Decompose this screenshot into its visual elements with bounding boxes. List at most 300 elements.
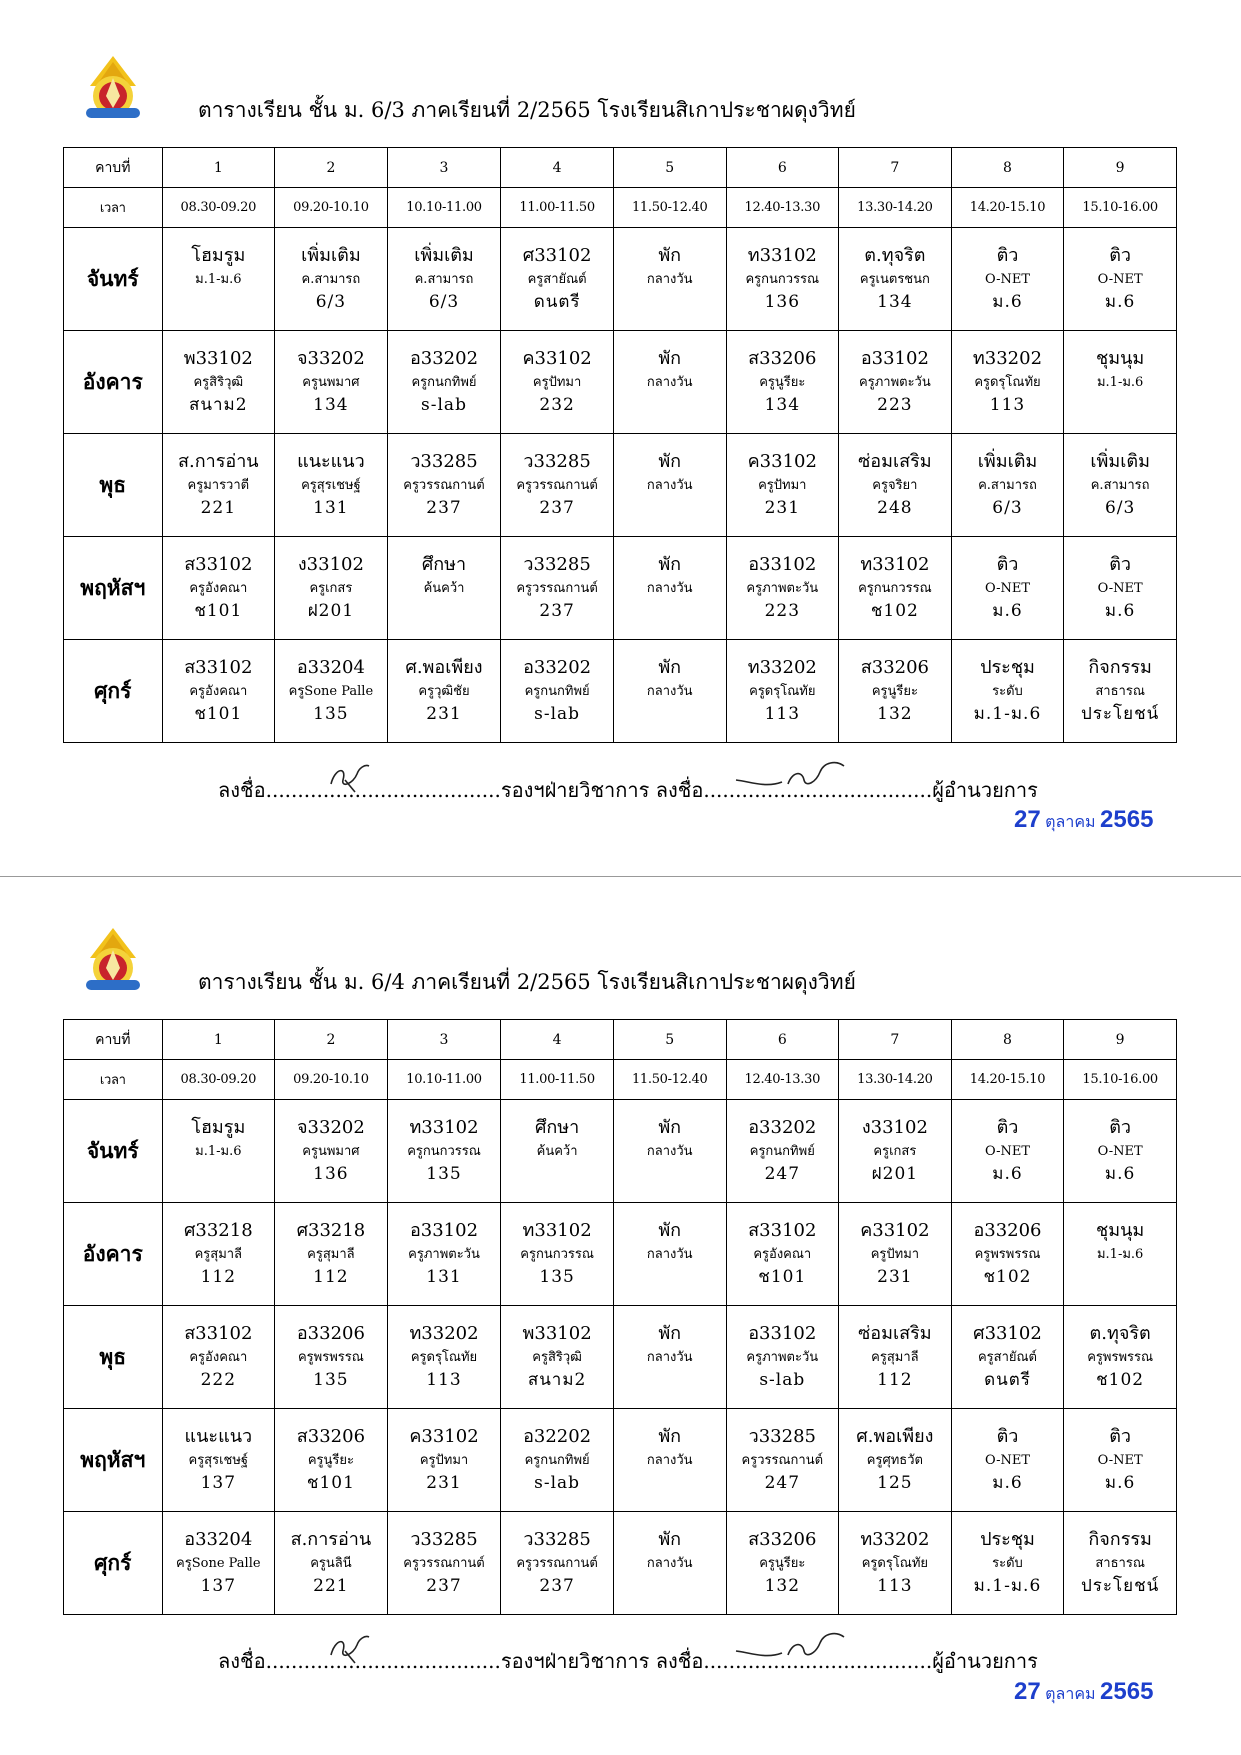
subject-code: พัก (658, 1323, 682, 1345)
class-cell (275, 537, 388, 640)
time-slot: 08.30-09.20 (162, 188, 275, 228)
class-cell (1064, 1100, 1177, 1203)
period-number: 9 (1064, 1020, 1177, 1060)
room-label: 131 (426, 1266, 462, 1287)
class-cell-content (388, 434, 501, 536)
teacher-name: ครูพรพรรณ (974, 1247, 1041, 1263)
period-number: 6 (726, 1020, 839, 1060)
subject-code: อ32202 (523, 1426, 592, 1448)
subject-code: พ33102 (183, 348, 253, 370)
teacher-name: ครูนพมาศ (302, 1144, 360, 1160)
room-label: 131 (313, 497, 349, 518)
class-cell (951, 434, 1064, 537)
class-cell-content (275, 640, 387, 742)
teacher-name: ครูสิริวุฒิ (193, 375, 244, 391)
class-cell (1064, 1409, 1177, 1512)
room-label: 223 (764, 600, 801, 621)
room-label (554, 1163, 560, 1186)
class-cell-content (727, 640, 839, 742)
class-cell (162, 1409, 275, 1512)
class-cell (1064, 331, 1177, 434)
subject-code: ติว (1109, 1117, 1132, 1139)
class-cell-content (839, 1409, 951, 1511)
subject-code: ส.การอ่าน (290, 1529, 372, 1551)
subject-code: พัก (658, 1426, 682, 1448)
period-number: 8 (951, 1020, 1064, 1060)
room-label: ม.6 (1104, 1472, 1136, 1493)
teacher-name: ค้นคว้า (423, 581, 465, 597)
signature-mark (732, 1623, 852, 1667)
class-cell (726, 228, 839, 331)
teacher-name: กลางวัน (646, 1556, 693, 1572)
teacher-name: ครูดรุโณทัย (410, 1350, 478, 1366)
subject-code: ท33202 (972, 348, 1043, 370)
day-row (64, 1512, 1177, 1615)
class-cell-content (727, 1512, 839, 1614)
day-row (64, 1100, 1177, 1203)
subject-code: ว33285 (523, 1529, 591, 1551)
day-name: พุธ (64, 1306, 163, 1409)
date-month: ตุลาคม (1045, 814, 1096, 831)
period-number: 3 (387, 1020, 501, 1060)
subject-code: ชุมนุม (1096, 1220, 1145, 1242)
room-label (667, 1266, 673, 1289)
teacher-name: ครูสุมาลี (307, 1247, 355, 1263)
room-label: ม.6 (992, 291, 1023, 312)
class-cell-content (1064, 331, 1176, 433)
subject-code: ต.ทุจริต (1089, 1323, 1151, 1345)
teacher-name: ครูเกสร (309, 581, 353, 597)
day-name: จันทร์ (64, 1100, 163, 1203)
teacher-name: ครูอังคณา (189, 1350, 248, 1366)
class-cell-content (388, 1203, 501, 1305)
room-label: 136 (764, 291, 801, 312)
class-cell-content (388, 331, 501, 433)
time-row (64, 188, 1177, 228)
subject-code: อ33102 (409, 1220, 479, 1242)
class-cell (275, 434, 388, 537)
room-label: ช102 (1096, 1369, 1145, 1390)
room-label (215, 291, 221, 314)
teacher-name: ครูนูรียะ (759, 375, 806, 391)
class-cell (613, 1409, 726, 1512)
room-label: 125 (877, 1472, 913, 1493)
class-cell (951, 331, 1064, 434)
schedule-table (63, 1019, 1177, 1615)
room-label: ช102 (870, 600, 919, 621)
class-cell-content (614, 1409, 726, 1511)
day-row (64, 1409, 1177, 1512)
teacher-name: ครูศุทธวัต (866, 1453, 923, 1469)
class-cell-content (952, 1409, 1064, 1511)
day-name: อังคาร (64, 1203, 163, 1306)
date-month: ตุลาคม (1045, 1686, 1096, 1703)
room-label: s-lab (534, 703, 581, 724)
subject-code: ง33102 (861, 1117, 928, 1139)
teacher-name: O-NET (984, 581, 1031, 597)
teacher-name: ครูกนกวรรณ (520, 1247, 594, 1263)
room-label: ฝ201 (307, 600, 355, 621)
class-cell-content (1064, 1409, 1176, 1511)
class-cell-content (163, 1409, 275, 1511)
time-slot: 10.10-11.00 (387, 1060, 501, 1100)
teacher-name: ครูวรรณกานต์ (403, 1556, 485, 1572)
time-slot: 15.10-16.00 (1064, 188, 1177, 228)
page-divider (0, 876, 1241, 877)
subject-code: ว33285 (410, 1529, 478, 1551)
class-cell (501, 434, 614, 537)
subject-code: ส33102 (748, 1220, 817, 1242)
school-emblem-icon (78, 52, 148, 122)
room-label: ดนตรี (984, 1369, 1031, 1390)
subject-code: ส33206 (296, 1426, 366, 1448)
class-cell-content (952, 1306, 1064, 1408)
class-cell (501, 228, 614, 331)
class-cell (501, 537, 614, 640)
class-cell (387, 1512, 501, 1615)
room-label (667, 703, 673, 726)
class-cell-content (952, 331, 1064, 433)
class-cell-content (727, 1100, 839, 1202)
teacher-name: ครูกนกทิพย์ (524, 1453, 590, 1469)
room-label: 135 (426, 1163, 462, 1184)
subject-code: ค33102 (522, 348, 592, 370)
class-cell-content (163, 640, 275, 742)
subject-code: พัก (658, 1117, 682, 1139)
class-cell (726, 1409, 839, 1512)
class-cell (726, 434, 839, 537)
class-cell (726, 1100, 839, 1203)
subject-code: อ33202 (409, 348, 479, 370)
class-cell (613, 228, 726, 331)
room-label (1117, 394, 1123, 417)
class-cell-content (501, 434, 613, 536)
class-cell (726, 1306, 839, 1409)
day-row (64, 228, 1177, 331)
room-label: 247 (764, 1472, 801, 1493)
teacher-name: O-NET (984, 1144, 1031, 1160)
teacher-name: ครูสุรเชษฐ์ (301, 478, 361, 494)
class-cell (162, 1203, 275, 1306)
class-cell (501, 1512, 614, 1615)
class-cell-content (388, 228, 501, 330)
class-cell (275, 331, 388, 434)
room-label: 134 (877, 291, 913, 312)
class-cell (387, 1100, 501, 1203)
class-cell (162, 434, 275, 537)
room-label: 231 (877, 1266, 913, 1287)
class-cell-content (952, 640, 1064, 742)
subject-code: ท33102 (747, 245, 817, 267)
class-cell (839, 1306, 952, 1409)
teacher-name: ครูสิริวุฒิ (532, 1350, 582, 1366)
teacher-name: ครูจริยา (872, 478, 918, 494)
room-label: ช101 (758, 1266, 807, 1287)
subject-code: ประชุม (980, 657, 1035, 679)
teacher-name: สาธารณ (1095, 684, 1145, 700)
class-cell (951, 1203, 1064, 1306)
class-cell-content (727, 228, 839, 330)
room-label: ม.1-ม.6 (973, 1575, 1042, 1596)
class-cell (387, 1306, 501, 1409)
class-cell-content (163, 1512, 275, 1614)
subject-code: ติว (996, 1117, 1019, 1139)
room-label: 112 (313, 1266, 349, 1287)
room-label: 247 (764, 1163, 801, 1184)
subject-code: ท33102 (522, 1220, 592, 1242)
subject-code: ติว (1109, 245, 1132, 267)
class-cell (613, 1203, 726, 1306)
room-label: 237 (539, 600, 575, 621)
class-cell-content (839, 228, 951, 330)
room-label (1117, 1266, 1123, 1289)
room-label (667, 1575, 673, 1598)
room-label: 112 (200, 1266, 237, 1287)
class-cell (275, 1409, 388, 1512)
class-cell-content (614, 228, 726, 330)
class-cell-content (839, 1512, 951, 1614)
teacher-name: ครูนูรียะ (871, 684, 918, 700)
room-label: ช101 (194, 703, 243, 724)
day-row (64, 537, 1177, 640)
teacher-name: ครูภาพตะวัน (746, 581, 819, 597)
class-cell (726, 640, 839, 743)
class-cell-content (275, 1203, 387, 1305)
room-label (667, 497, 673, 520)
teacher-name: ครูปัทมา (758, 478, 807, 494)
subject-code: ส33102 (184, 554, 253, 576)
room-label (441, 600, 447, 623)
class-cell-content (275, 1512, 387, 1614)
subject-code: ท33102 (409, 1117, 479, 1139)
room-label: 135 (313, 703, 349, 724)
teacher-name: ครูสุมาลี (194, 1247, 243, 1263)
teacher-name: กลางวัน (646, 1144, 693, 1160)
room-label: 231 (764, 497, 801, 518)
teacher-name: ครูพรพรรณ (297, 1350, 364, 1366)
teacher-name: ค.สามารถ (414, 272, 474, 288)
subject-code: อ33102 (860, 348, 929, 370)
room-label: 136 (313, 1163, 349, 1184)
class-cell-content (501, 1100, 613, 1202)
class-cell-content (614, 1306, 726, 1408)
period-number: 1 (162, 1020, 275, 1060)
subject-code: แนะแนว (184, 1426, 253, 1448)
teacher-name: ค้นคว้า (536, 1144, 578, 1160)
teacher-name: ครูปัทมา (532, 375, 582, 391)
period-number: 1 (162, 148, 275, 188)
subject-code: โฮมรูม (191, 245, 246, 267)
class-cell (387, 640, 501, 743)
room-label: 113 (989, 394, 1026, 415)
class-cell (613, 640, 726, 743)
class-cell-content (1064, 1306, 1176, 1408)
room-label: 223 (877, 394, 913, 415)
class-cell (387, 228, 501, 331)
class-cell (951, 537, 1064, 640)
class-cell-content (1064, 228, 1176, 330)
room-label: 237 (426, 497, 462, 518)
class-cell (726, 1203, 839, 1306)
subject-code: ส33206 (860, 657, 930, 679)
teacher-name: O-NET (1097, 581, 1143, 597)
teacher-name: ครูเนตรชนก (859, 272, 930, 288)
day-name: พุธ (64, 434, 163, 537)
teacher-name: ค.สามารถ (301, 272, 361, 288)
time-slot: 08.30-09.20 (162, 1060, 275, 1100)
class-cell-content (727, 331, 839, 433)
teacher-name: O-NET (984, 272, 1031, 288)
room-label (667, 600, 673, 623)
class-cell-content (275, 1409, 387, 1511)
room-label: 132 (764, 1575, 801, 1596)
teacher-name: ครูปัทมา (870, 1247, 920, 1263)
class-cell-content (501, 1306, 613, 1408)
subject-code: ติว (996, 245, 1019, 267)
class-cell (501, 331, 614, 434)
teacher-name: กลางวัน (646, 375, 693, 391)
subject-code: ท33202 (747, 657, 817, 679)
subject-code: เพิ่มเติม (414, 245, 474, 267)
subject-code: ส33206 (748, 348, 817, 370)
class-cell (839, 537, 952, 640)
signature-line: ลงชื่อ.....................................รองฯฝ่ายวิชาการ ลงชื่อ....................................ผู้อำนวยการ (218, 778, 1038, 802)
class-cell-content (163, 1100, 275, 1202)
class-cell-content (952, 1100, 1064, 1202)
class-cell (613, 1100, 726, 1203)
teacher-name: ครูพรพรรณ (1087, 1350, 1154, 1366)
room-label: 6/3 (1104, 497, 1136, 518)
class-cell-content (614, 331, 726, 433)
subject-code: กิจกรรม (1088, 1529, 1152, 1551)
time-slot: 13.30-14.20 (839, 1060, 952, 1100)
class-cell (839, 228, 952, 331)
subject-code: ว33285 (410, 451, 478, 473)
schedule-title: ตารางเรียน ชั้น ม. 6/4 ภาคเรียนที่ 2/2565 โรงเรียนสิเกาประชาผดุงวิทย์ (198, 970, 856, 994)
class-cell-content (839, 640, 951, 742)
subject-code: พัก (658, 1220, 682, 1242)
room-label: 237 (539, 497, 575, 518)
teacher-name: O-NET (1097, 1453, 1143, 1469)
subject-code: ง33102 (297, 554, 364, 576)
time-slot: 11.00-11.50 (501, 1060, 614, 1100)
room-label: s-lab (421, 394, 467, 415)
period-number: 6 (726, 148, 839, 188)
room-label: 112 (877, 1369, 913, 1390)
signature-mark (732, 752, 852, 796)
subject-code: เพิ่มเติม (301, 245, 361, 267)
time-slot: 14.20-15.10 (951, 188, 1064, 228)
class-cell (1064, 1306, 1177, 1409)
period-number: 2 (275, 148, 388, 188)
room-label: ช101 (306, 1472, 355, 1493)
period-number: 4 (501, 148, 614, 188)
teacher-name: ครูนูรียะ (759, 1556, 806, 1572)
subject-code: พัก (658, 451, 682, 473)
day-name: อังคาร (64, 331, 163, 434)
class-cell-content (952, 434, 1064, 536)
class-cell (839, 1409, 952, 1512)
time-slot: 12.40-13.30 (726, 1060, 839, 1100)
class-cell-content (614, 1100, 726, 1202)
room-label: 132 (877, 703, 913, 724)
class-cell (1064, 640, 1177, 743)
subject-code: ส.การอ่าน (178, 451, 259, 473)
class-cell (275, 1203, 388, 1306)
class-cell-content (501, 640, 613, 742)
teacher-name: ม.1-ม.6 (195, 1144, 242, 1160)
class-cell-content (501, 228, 613, 330)
class-cell-content (275, 434, 387, 536)
class-cell-content (614, 537, 726, 639)
teacher-name: กลางวัน (646, 272, 693, 288)
subject-code: ค33102 (747, 451, 817, 473)
room-label: 113 (877, 1575, 913, 1596)
class-cell (839, 1512, 952, 1615)
class-cell (613, 537, 726, 640)
class-cell-content (388, 537, 501, 639)
room-label (667, 1163, 673, 1186)
class-cell (613, 434, 726, 537)
class-cell (275, 228, 388, 331)
time-slot: 09.20-10.10 (275, 1060, 388, 1100)
subject-code: ชุมนุม (1096, 348, 1145, 370)
class-cell-content (163, 1203, 275, 1305)
subject-code: ซ่อมเสริม (858, 1323, 932, 1345)
subject-code: แนะแนว (297, 451, 365, 473)
class-cell-content (727, 537, 839, 639)
teacher-name: กลางวัน (646, 684, 693, 700)
class-cell (613, 1512, 726, 1615)
room-label: 232 (539, 394, 575, 415)
teacher-name: ครูกนกวรรณ (407, 1144, 481, 1160)
teacher-name: ครูSone Palle (288, 684, 374, 700)
class-cell-content (614, 434, 726, 536)
period-number: 7 (839, 1020, 952, 1060)
class-cell (501, 1100, 614, 1203)
teacher-name: ครูสายัณต์ (527, 272, 587, 288)
subject-code: อ33202 (523, 657, 592, 679)
room-label: 137 (200, 1575, 237, 1596)
teacher-name: ครูอังคณา (189, 684, 248, 700)
subject-code: ว33285 (748, 1426, 816, 1448)
subject-code: ท33202 (860, 1529, 930, 1551)
period-number: 9 (1064, 148, 1177, 188)
class-cell (1064, 1203, 1177, 1306)
day-row (64, 1203, 1177, 1306)
class-cell-content (501, 1409, 613, 1511)
subject-code: อ33206 (296, 1323, 365, 1345)
day-name: พฤหัสฯ (64, 537, 163, 640)
class-cell-content (1064, 640, 1176, 742)
class-cell-content (839, 1306, 951, 1408)
room-label: ม.6 (1104, 600, 1136, 621)
class-cell (951, 1306, 1064, 1409)
class-cell (387, 434, 501, 537)
subject-code: ส33102 (184, 657, 253, 679)
room-label: ช101 (194, 600, 243, 621)
class-cell (162, 537, 275, 640)
subject-code: ว33285 (523, 554, 591, 576)
teacher-name: ครูดรุโณทัย (861, 1556, 929, 1572)
room-label: s-lab (759, 1369, 806, 1390)
class-cell (839, 434, 952, 537)
teacher-name: ครูดรุโณทัย (974, 375, 1041, 391)
period-number: 5 (613, 1020, 726, 1060)
class-cell (275, 1100, 388, 1203)
room-label: 113 (426, 1369, 462, 1390)
time-label: เวลา (64, 188, 163, 228)
